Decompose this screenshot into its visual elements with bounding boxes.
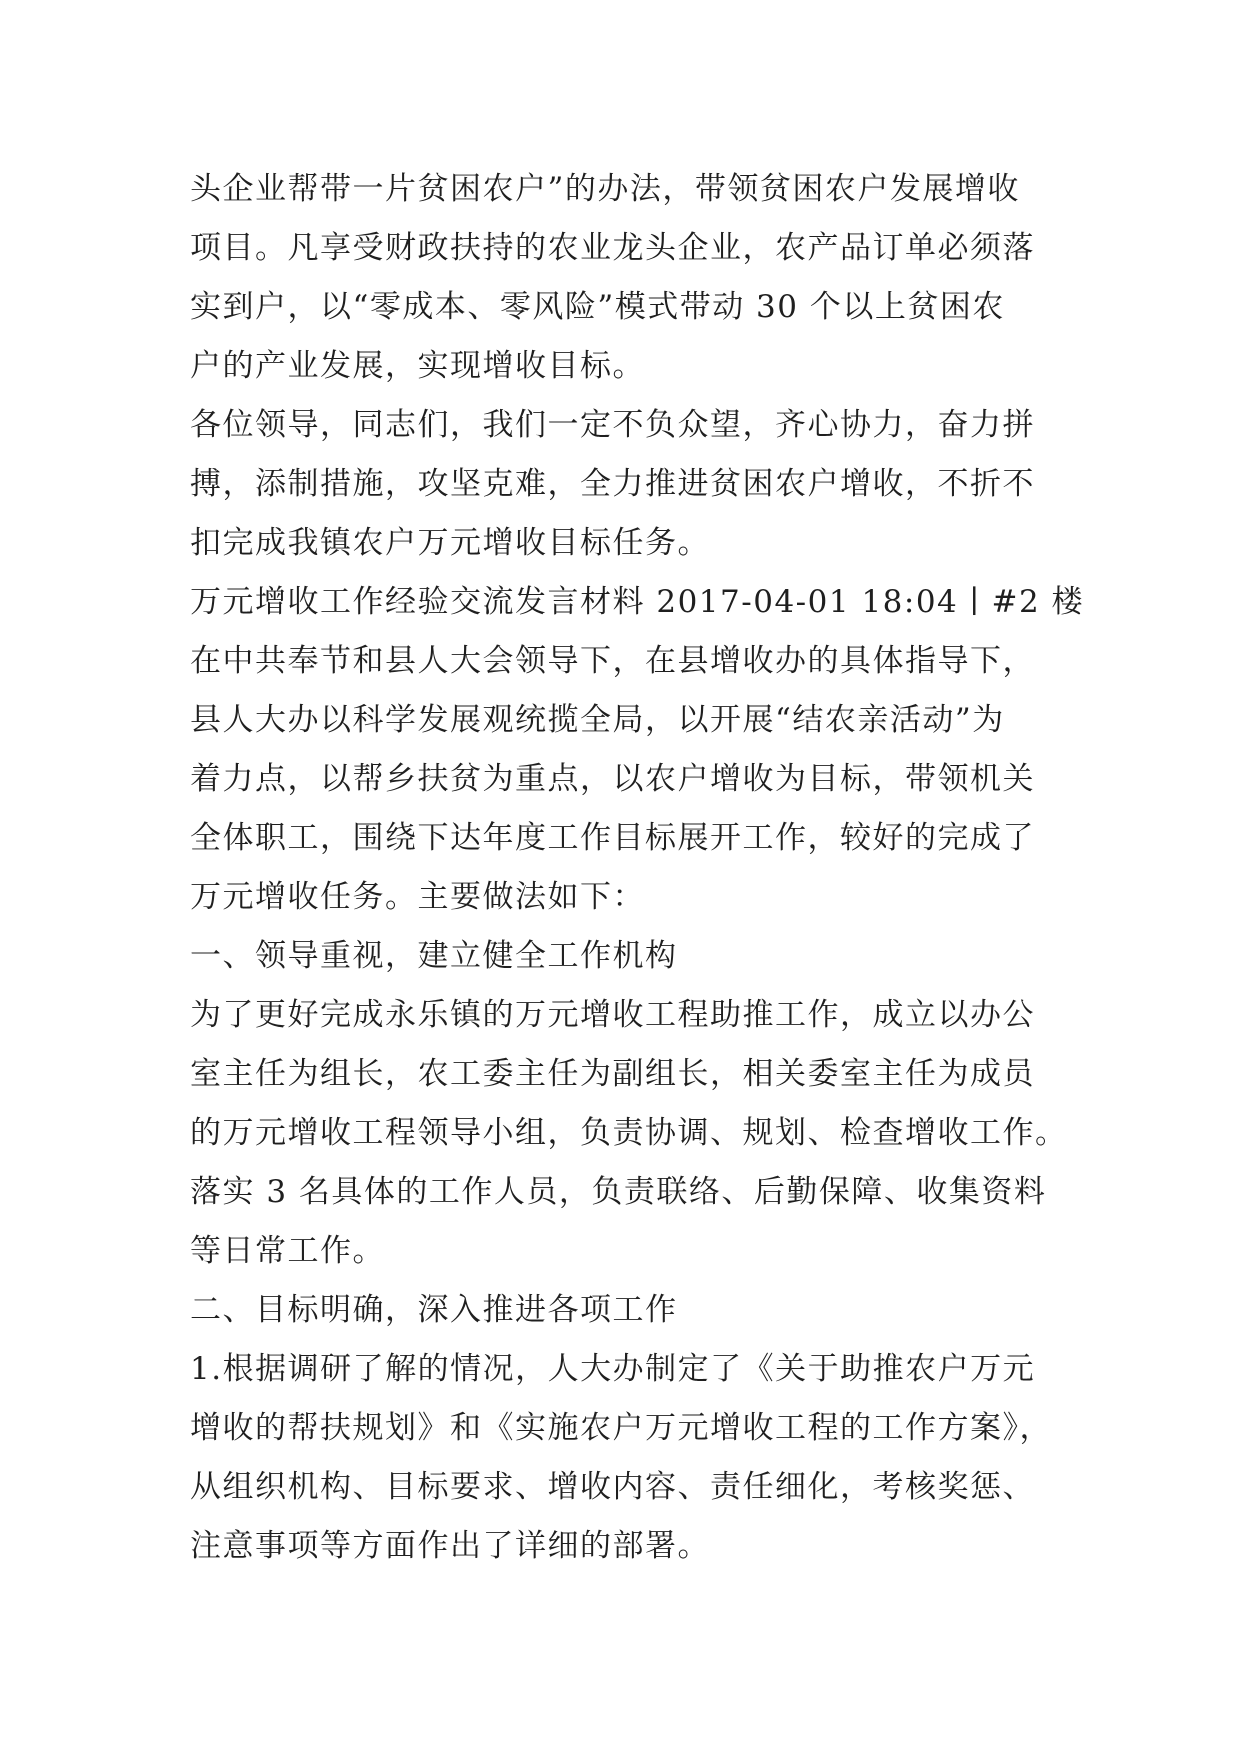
- text-line: 1.根据调研了解的情况，人大办制定了《关于助推农户万元: [190, 1351, 1036, 1387]
- text-line: 着力点，以帮乡扶贫为重点，以农户增收为目标，带领机关: [190, 761, 1035, 797]
- text-line: 的万元增收工程领导小组，负责协调、规划、检查增收工作。: [190, 1115, 1068, 1151]
- text-line: 等日常工作。: [190, 1233, 385, 1269]
- text-line: 落实 3 名具体的工作人员，负责联络、后勤保障、收集资料: [190, 1174, 1047, 1210]
- text-line: 县人大办以科学发展观统揽全局，以开展“结农亲活动”为: [190, 702, 1005, 738]
- text-line: 头企业帮带一片贫困农户”的办法，带领贫困农户发展增收: [190, 171, 1020, 207]
- text-line: 搏，添制措施，攻坚克难，全力推进贫困农户增收，不折不: [190, 466, 1035, 502]
- text-line: 室主任为组长，农工委主任为副组长，相关委室主任为成员: [190, 1056, 1035, 1092]
- section-heading: 二、目标明确，深入推进各项工作: [190, 1292, 678, 1328]
- text-line: 为了更好完成永乐镇的万元增收工程助推工作，成立以办公: [190, 997, 1035, 1033]
- text-line: 增收的帮扶规划》和《实施农户万元增收工程的工作方案》，: [190, 1410, 1052, 1446]
- text-line: 全体职工，围绕下达年度工作目标展开工作，较好的完成了: [190, 820, 1035, 856]
- text-line: 注意事项等方面作出了详细的部署。: [190, 1528, 710, 1564]
- text-line: 从组织机构、目标要求、增收内容、责任细化，考核奖惩、: [190, 1469, 1035, 1505]
- document-body: [190, 160, 1085, 1576]
- text-line: 万元增收任务。主要做法如下：: [190, 879, 645, 915]
- text-line: 在中共奉节和县人大会领导下，在县增收办的具体指导下，: [190, 643, 1035, 679]
- text-line: 项目。凡享受财政扶持的农业龙头企业，农产品订单必须落: [190, 230, 1035, 266]
- text-line: 扣完成我镇农户万元增收目标任务。: [190, 525, 710, 561]
- text-line: 各位领导，同志们，我们一定不负众望，齐心协力，奋力拼: [190, 407, 1035, 443]
- text-line: 户的产业发展，实现增收目标。: [190, 348, 645, 384]
- text-line: 实到户，以“零成本、零风险”模式带动 30 个以上贫困农: [190, 289, 1005, 325]
- post-header-line: 万元增收工作经验交流发言材料 2017-04-01 18:04 ∣ #2 楼: [190, 584, 1085, 620]
- section-heading: 一、领导重视，建立健全工作机构: [190, 938, 678, 974]
